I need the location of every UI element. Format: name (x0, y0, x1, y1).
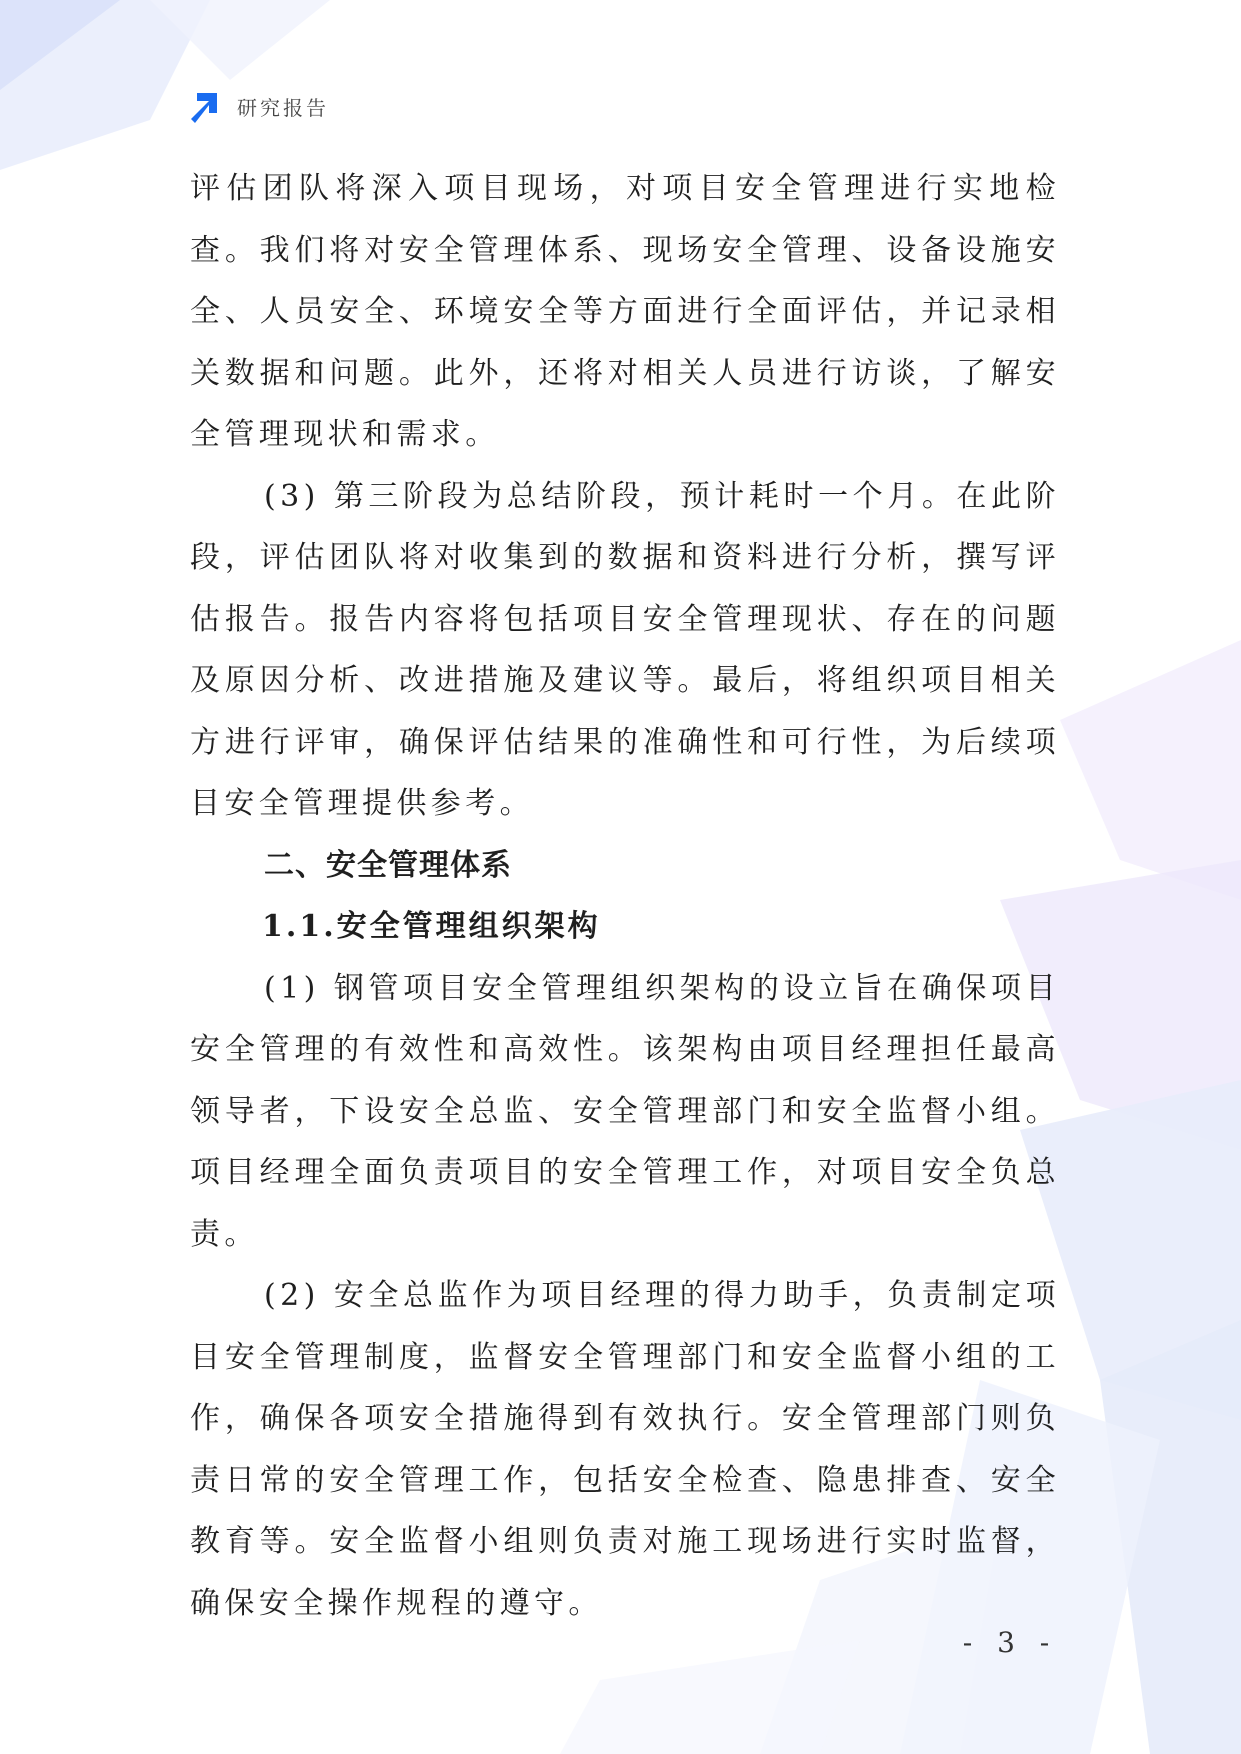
page-number: - 3 - (962, 1626, 1058, 1659)
body-paragraph: (2) 安全总监作为项目经理的得力助手，负责制定项目安全管理制度，监督安全管理部门和安全监督小组的工作，确保各项安全措施得到有效执行。安全管理部门则负责日常的安全管理工作，包括安全检查、隐患排查、安全教育等。安全监督小组则负责对施工现场进行实时监督，确保安全操作规程的遵守。 (190, 1278, 1060, 1621)
body-paragraph: (3) 第三阶段为总结阶段，预计耗时一个月。在此阶段，评估团队将对收集到的数据和资料进行分析，撰写评估报告。报告内容将包括项目安全管理现状、存在的问题及原因分析、改进措施及建议等。最后，将组织项目相关方进行评审，确保评估结果的准确性和可行性，为后续项目安全管理提供参考。 (190, 478, 1060, 821)
arrow-up-right-icon (185, 87, 223, 125)
body-paragraph: (1) 钢管项目安全管理组织架构的设立旨在确保项目安全管理的有效性和高效性。该架构由项目经理担任最高领导者，下设安全总监、安全管理部门和安全监督小组。项目经理全面负责项目的安全管理工作，对项目安全负总责。 (190, 970, 1060, 1252)
document-body (190, 158, 1060, 1634)
subsection-heading: 1.1.安全管理组织架构 (262, 909, 601, 944)
body-paragraph: 评估团队将深入项目现场，对项目安全管理进行实地检查。我们将对安全管理体系、现场安全管理、设备设施安全、人员安全、环境安全等方面进行全面评估，并记录相关数据和问题。此外，还将对相关人员进行访谈，了解安全管理现状和需求。 (190, 171, 1060, 452)
section-heading: 二、安全管理体系 (264, 847, 512, 883)
header-title: 研究报告 (237, 95, 329, 120)
report-header (185, 86, 329, 126)
